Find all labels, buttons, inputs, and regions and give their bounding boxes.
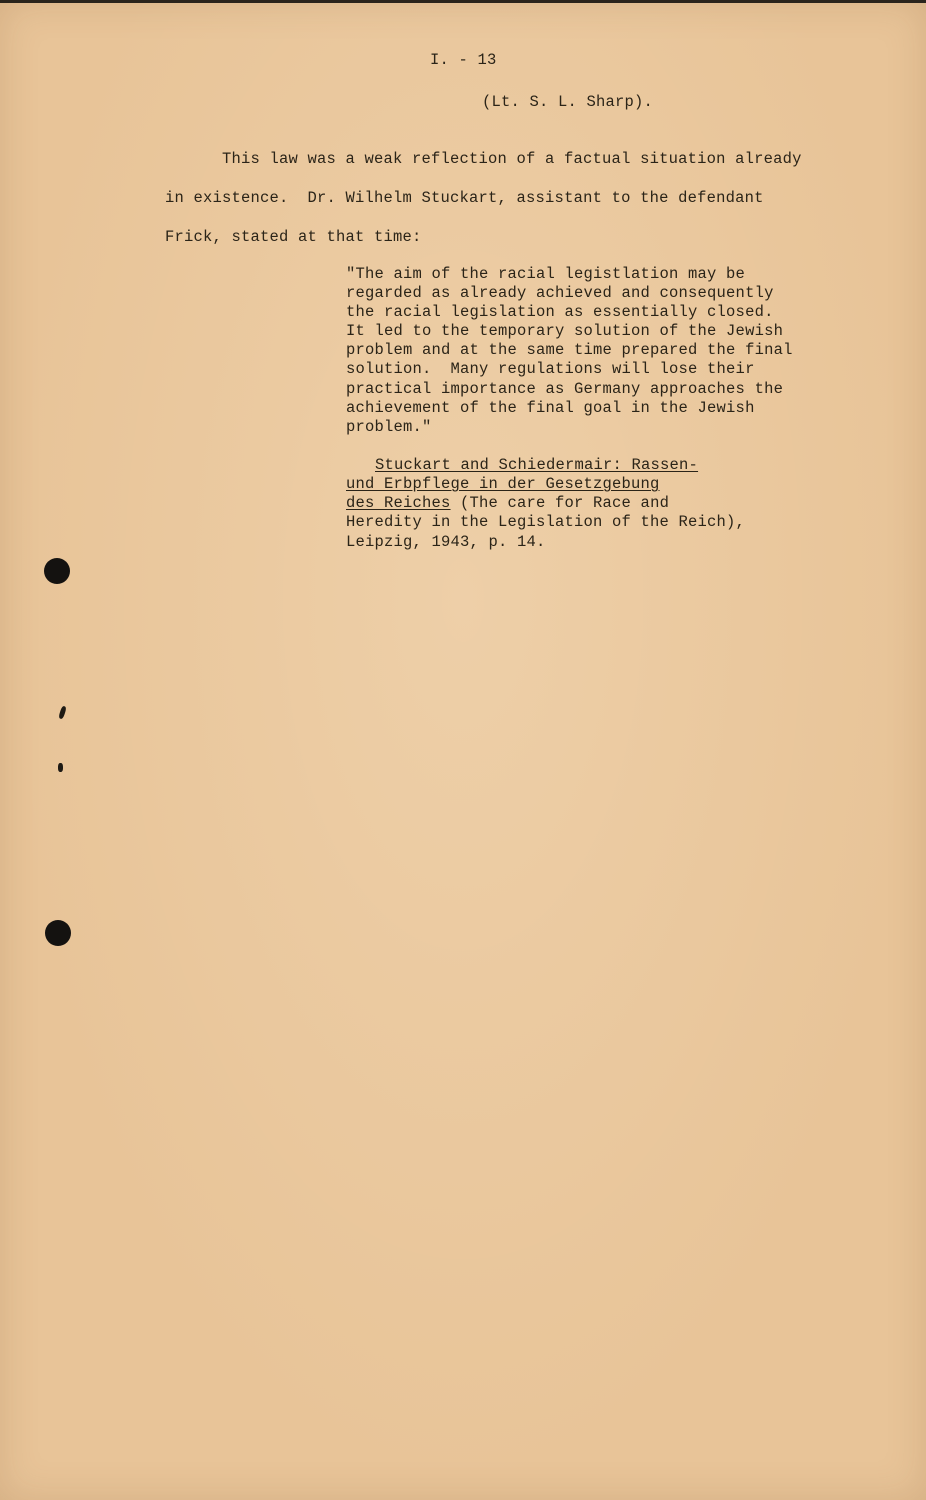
citation-title-line-3: des Reiches — [346, 494, 451, 512]
ink-speck — [58, 763, 63, 772]
citation-title-line-1: Stuckart and Schiedermair: Rassen- — [375, 456, 699, 474]
top-edge — [0, 0, 926, 3]
quote-line-6: solution. Many regulations will lose their — [346, 360, 755, 378]
author-line: (Lt. S. L. Sharp). — [482, 93, 654, 111]
paragraph-line-3: Frick, stated at that time: — [165, 228, 422, 246]
paragraph-line-2: in existence. Dr. Wilhelm Stuckart, assistant to the defendant — [165, 189, 764, 207]
page-number: I. - 13 — [430, 51, 497, 69]
punch-hole-top — [44, 558, 70, 584]
paragraph-line-1: This law was a weak reflection of a factual situation already — [222, 150, 802, 168]
ink-speck — [58, 706, 67, 720]
quote-line-7: practical importance as Germany approaches the — [346, 380, 784, 398]
citation-title-line-2: und Erbpflege in der Gesetzgebung — [346, 475, 660, 493]
quote-line-4: It led to the temporary solution of the Jewish — [346, 322, 784, 340]
quote-line-8: achievement of the final goal in the Jewish — [346, 399, 755, 417]
quote-line-2: regarded as already achieved and consequently — [346, 284, 774, 302]
citation-line-5: Leipzig, 1943, p. 14. — [346, 533, 546, 551]
citation-translation-start: (The care for Race and — [450, 494, 670, 512]
quote-line-5: problem and at the same time prepared the final — [346, 341, 793, 359]
citation-line-3 — [346, 494, 669, 513]
quote-line-1: "The aim of the racial legistlation may be — [346, 265, 746, 283]
quote-line-9: problem." — [346, 418, 432, 436]
citation-line-4: Heredity in the Legislation of the Reich), — [346, 513, 746, 531]
punch-hole-bottom — [45, 920, 71, 946]
quote-line-3: the racial legislation as essentially closed. — [346, 303, 774, 321]
